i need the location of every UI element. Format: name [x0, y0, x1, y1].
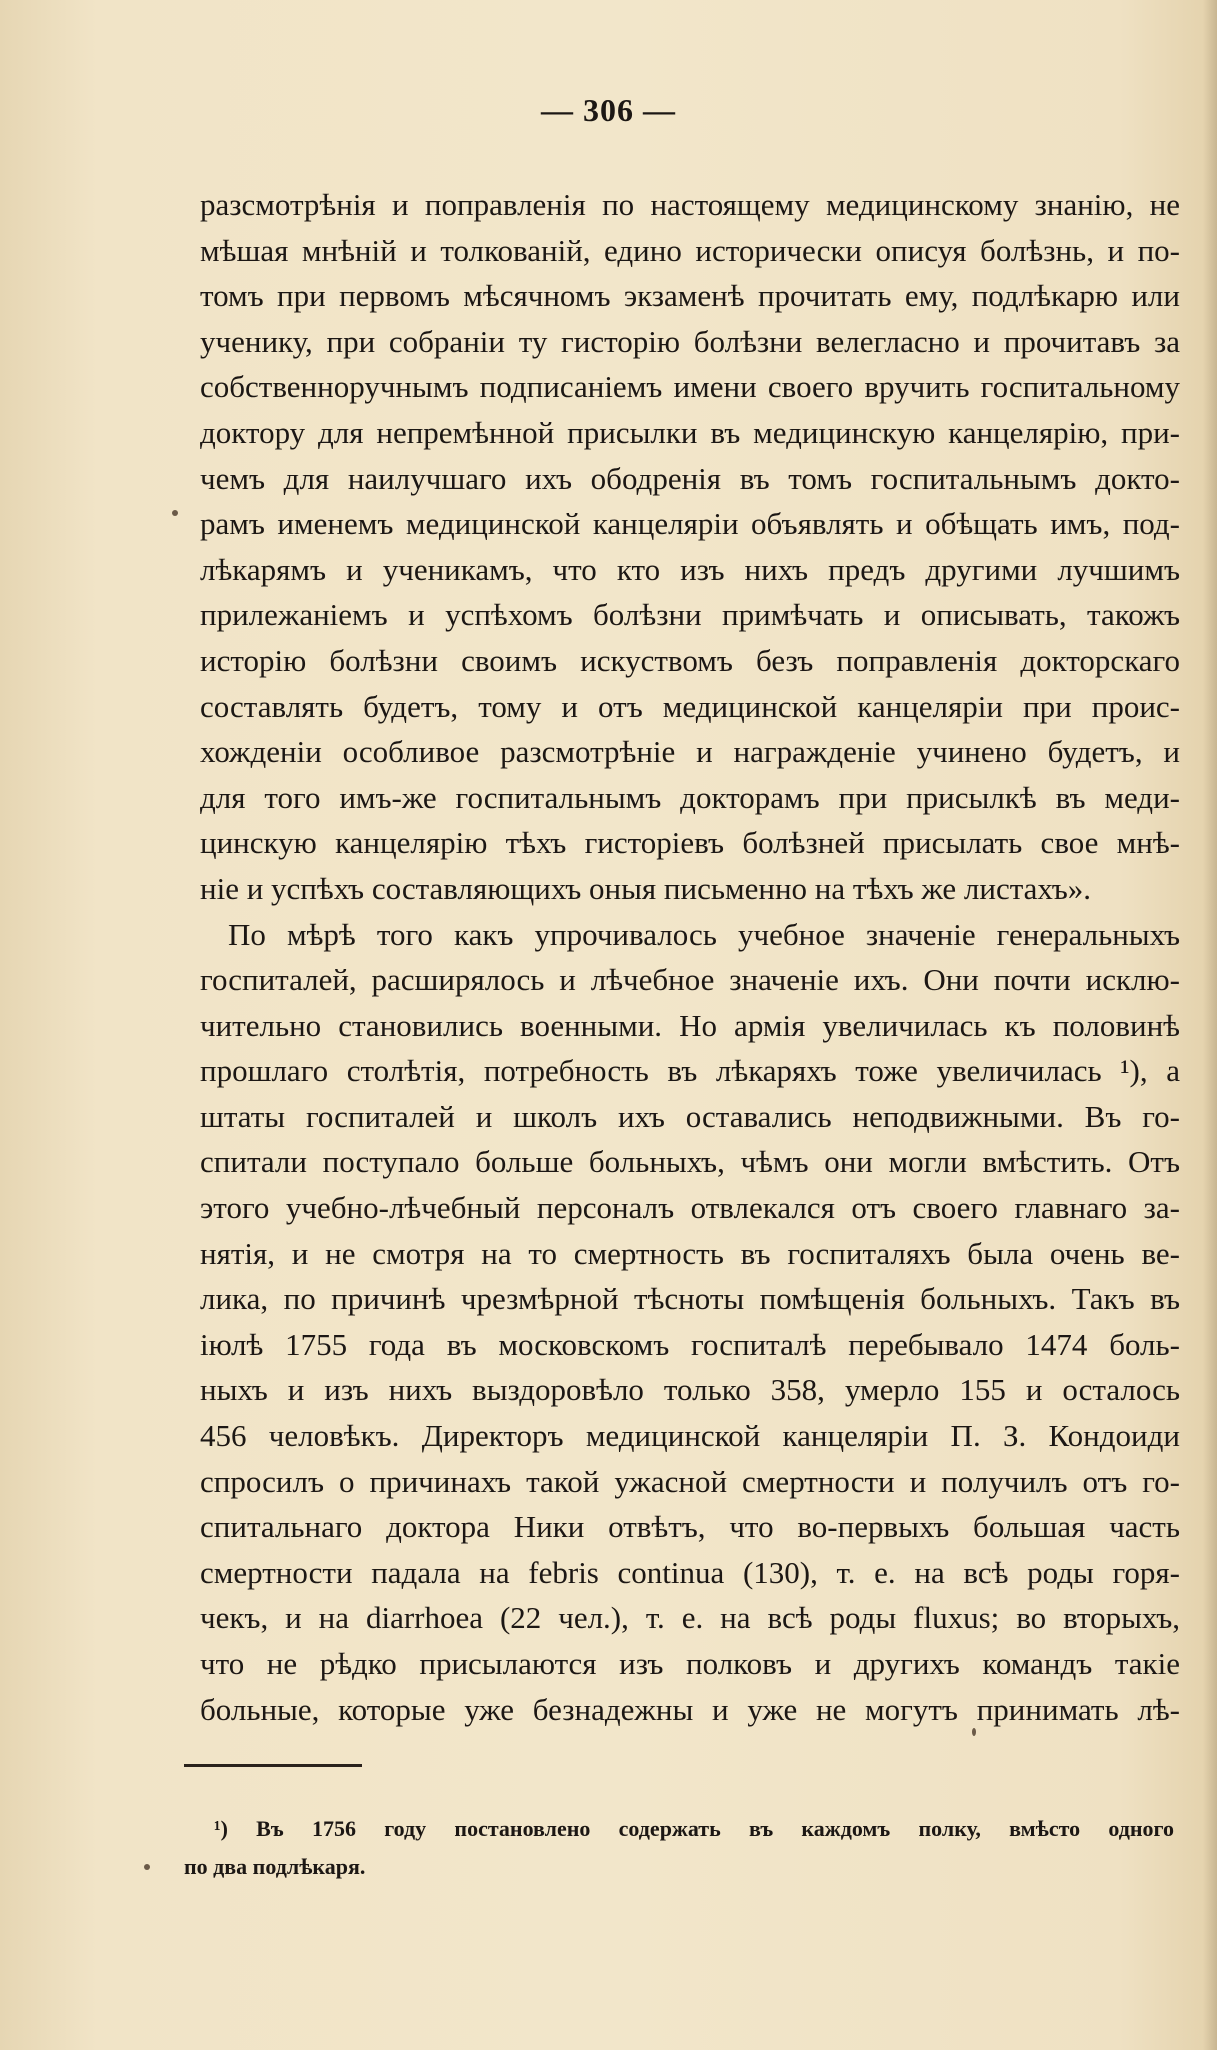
text-line: ученику, при собраніи ту гисторію болѣзни велегласно и прочитавъ за: [200, 323, 1180, 359]
text-line: мѣшая мнѣній и толкованій, едино исторически описуя болѣзнь, и по-: [200, 232, 1180, 268]
text-line: лика, по причинѣ чрезмѣрной тѣсноты помѣщенія больныхъ. Такъ въ: [200, 1281, 1180, 1317]
footnote-line: ¹) Въ 1756 году постановлено содержать въ каждомъ полку, вмѣсто одного: [214, 1816, 1174, 1841]
text-line: прилежаніемъ и успѣхомъ болѣзни примѣчать и описывать, такожъ: [200, 597, 1180, 633]
text-line: составлять будетъ, тому и отъ медицинской канцеляріи при проис-: [200, 688, 1180, 724]
text-line: собственноручнымъ подписаніемъ имени своего вручить госпитальному: [200, 369, 1180, 405]
text-line: томъ при первомъ мѣсячномъ экзаменѣ прочитать ему, подлѣкарю или: [200, 278, 1180, 314]
text-line: рамъ именемъ медицинской канцеляріи объявлять и обѣщать имъ, под-: [200, 506, 1180, 542]
text-line: чекъ, и на diarrhoea (22 чел.), т. е. на всѣ роды fluxus; во вторыхъ,: [200, 1600, 1180, 1636]
text-line: больные, которые уже безнадежны и уже не могутъ принимать лѣ-: [200, 1691, 1180, 1727]
text-line: исторію болѣзни своимъ искуствомъ безъ поправленія докторскаго: [200, 642, 1180, 678]
text-line: лѣкарямъ и ученикамъ, что кто изъ нихъ предъ другими лучшимъ: [200, 551, 1180, 587]
text-line: цинскую канцелярію тѣхъ гисторіевъ болѣзней присылать свое мнѣ-: [200, 825, 1180, 861]
text-line: доктору для непремѣнной присылки въ медицинскую канцелярію, при-: [200, 414, 1180, 450]
text-line: что не рѣдко присылаются изъ полковъ и другихъ командъ такіе: [200, 1646, 1180, 1681]
paragraph-start-line: По мѣрѣ того какъ упрочивалось учебное значеніе генеральныхъ: [228, 916, 1180, 952]
text-line: госпиталей, расширялось и лѣчебное значеніе ихъ. Они почти исклю-: [200, 962, 1180, 998]
text-line: спросилъ о причинахъ такой ужасной смертности и получилъ отъ го-: [200, 1463, 1180, 1499]
text-line: ніе и успѣхъ составляющихъ оныя письменно на тѣхъ же листахъ».: [200, 870, 1091, 906]
text-line: іюлѣ 1755 года въ московскомъ госпиталѣ перебывало 1474 боль-: [200, 1326, 1180, 1362]
page-number: — 306 —: [541, 92, 676, 128]
text-line: хожденіи особливое разсмотрѣніе и награжденіе учинено будетъ, и: [200, 734, 1180, 770]
ink-speck: [144, 1864, 150, 1870]
main-text: [200, 182, 1180, 1732]
text-line: штаты госпиталей и школъ ихъ оставались неподвижными. Въ го-: [200, 1098, 1180, 1134]
text-line: этого учебно-лѣчебный персоналъ отвлекался отъ своего главнаго за-: [200, 1190, 1180, 1226]
text-line: чительно становились военными. Но армія увеличилась къ половинѣ: [200, 1007, 1180, 1043]
footnote-line: по два подлѣкаря.: [184, 1854, 366, 1879]
footnote-divider: [184, 1764, 362, 1767]
footnote: [184, 1810, 1174, 1886]
page-edge-shadow: [1203, 0, 1217, 2050]
text-line: прошлаго столѣтія, потребность въ лѣкаряхъ тоже увеличилась ¹), а: [200, 1053, 1180, 1089]
text-line: чемъ для наилучшаго ихъ ободренія въ томъ госпитальнымъ докто-: [200, 460, 1180, 496]
text-line: для того имъ-же госпитальнымъ докторамъ при присылкѣ въ меди-: [200, 779, 1180, 815]
text-line: 456 человѣкъ. Директоръ медицинской канцеляріи П. З. Кондоиди: [200, 1418, 1180, 1454]
text-line: спитальнаго доктора Ники отвѣтъ, что во-первыхъ большая часть: [200, 1509, 1180, 1545]
text-line: нятія, и не смотря на то смертность въ госпиталяхъ была очень ве-: [200, 1235, 1180, 1271]
text-line: ныхъ и изъ нихъ выздоровѣло только 358, умерло 155 и осталось: [200, 1372, 1180, 1408]
text-line: спитали поступало больше больныхъ, чѣмъ они могли вмѣстить. Отъ: [200, 1144, 1180, 1180]
text-line: смертности падала на febris continua (130), т. е. на всѣ роды горя-: [200, 1554, 1180, 1590]
ink-speck: [172, 510, 178, 516]
ink-speck: [972, 1728, 976, 1736]
text-line: разсмотрѣнія и поправленія по настоящему медицинскому знанію, не: [200, 187, 1180, 222]
